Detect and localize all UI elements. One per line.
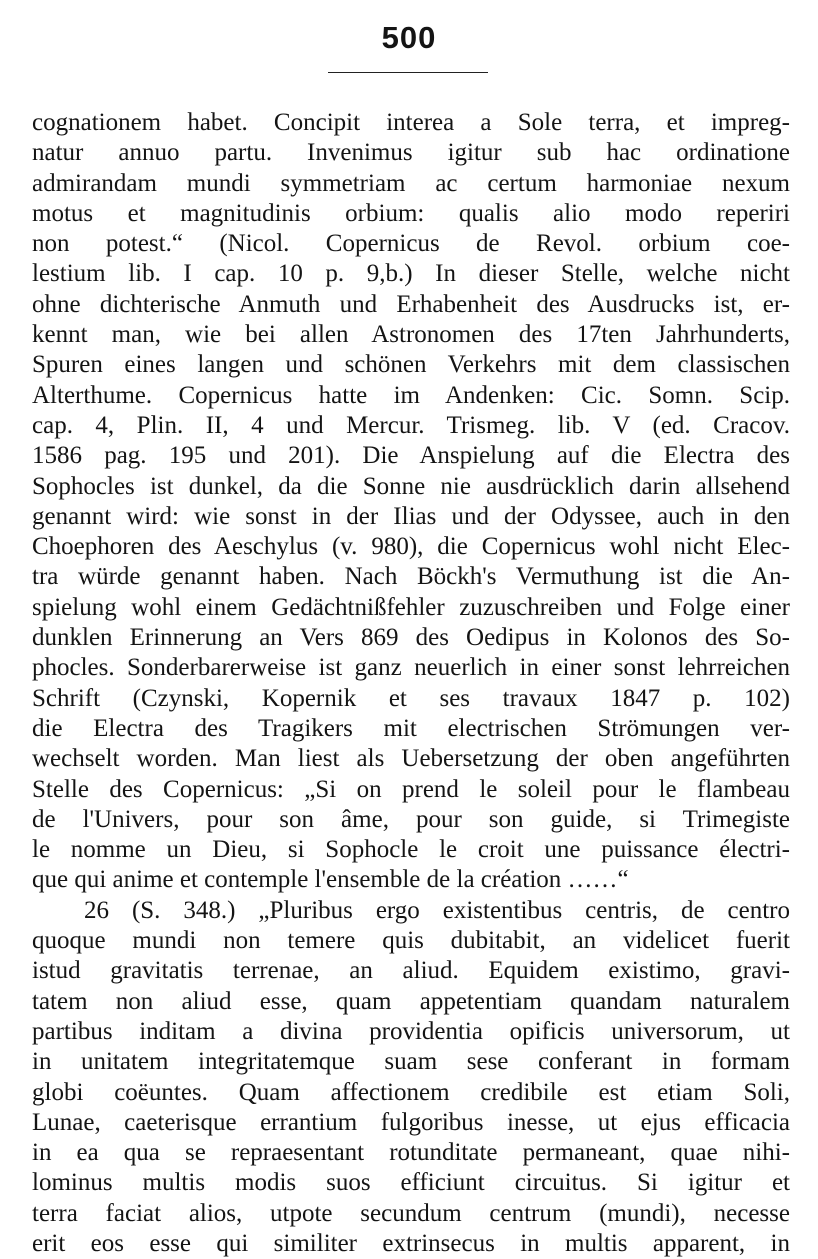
text-line: Choephoren des Aeschylus (v. 980), die Copernicus wohl nicht Elec- (32, 533, 790, 561)
text-line: quoque mundi non temere quis dubitabit, an videlicet fuerit (32, 927, 790, 955)
text-line: wechselt worden. Man liest als Uebersetzung der oben angeführten (32, 745, 790, 773)
text-line: cap. 4, Plin. II, 4 und Mercur. Trismeg. lib. V (ed. Cracov. (32, 411, 790, 439)
text-line: non potest.“ (Nicol. Copernicus de Revol. orbium coe- (32, 230, 790, 258)
body-text (32, 108, 790, 1259)
text-line: genannt wird: wie sonst in der Ilias und der Odyssee, auch in den (32, 502, 790, 530)
text-line: globi coëuntes. Quam affectionem credibile est etiam Soli, (32, 1078, 790, 1106)
text-line: erit eos esse qui similiter extrinsecus in multis apparent, in (32, 1229, 790, 1257)
text-line: Stelle des Copernicus: „Si on prend le soleil pour le flambeau (32, 775, 790, 803)
text-line: dunklen Erinnerung an Vers 869 des Oedipus in Kolonos des So- (32, 624, 790, 652)
text-line: tatem non aliud esse, quam appetentiam quandam naturalem (32, 987, 790, 1015)
text-line: terra faciat alios, utpote secundum centrum (mundi), necesse (32, 1199, 790, 1227)
text-line: ohne dichterische Anmuth und Erhabenheit des Ausdrucks ist, er- (32, 290, 790, 318)
footnote-start-line: 26 (S. 348.) „Pluribus ergo existentibus centris, de centro (84, 896, 790, 924)
text-line: in unitatem integritatemque suam sese conferant in formam (32, 1048, 790, 1076)
page-number: 500 (381, 20, 437, 55)
text-line: die Electra des Tragikers mit electrischen Strömungen ver- (32, 714, 790, 742)
text-line: Lunae, caeterisque errantium fulgoribus inesse, ut ejus efficacia (32, 1108, 790, 1136)
text-line: 1586 pag. 195 und 201). Die Anspielung auf die Electra des (32, 442, 790, 470)
text-line: Spuren eines langen und schönen Verkehrs mit dem classischen (32, 351, 790, 379)
text-line: lominus multis modis suos efficiunt circuitus. Si igitur et (32, 1169, 790, 1197)
text-line: partibus inditam a divina providentia opificis universorum, ut (32, 1017, 790, 1045)
text-line: Alterthume. Copernicus hatte im Andenken: Cic. Somn. Scip. (32, 381, 790, 409)
header-rule (328, 72, 488, 73)
text-line: de l'Univers, pour son âme, pour son guide, si Trimegiste (32, 805, 790, 833)
text-line: lestium lib. I cap. 10 p. 9,b.) In dieser Stelle, welche nicht (32, 260, 790, 288)
text-line: Sophocles ist dunkel, da die Sonne nie ausdrücklich darin allsehend (32, 472, 790, 500)
text-line: Schrift (Czynski, Kopernik et ses travaux 1847 p. 102) (32, 684, 790, 712)
text-line: spielung wohl einem Gedächtnißfehler zuzuschreiben und Folge einer (32, 593, 790, 621)
text-line: admirandam mundi symmetriam ac certum harmoniae nexum (32, 169, 790, 197)
text-line: kennt man, wie bei allen Astronomen des 17ten Jahrhunderts, (32, 321, 790, 349)
text-line: motus et magnitudinis orbium: qualis alio modo reperiri (32, 199, 790, 227)
text-line: cognationem habet. Concipit interea a Sole terra, et impreg- (32, 109, 790, 136)
text-line: natur annuo partu. Invenimus igitur sub hac ordinatione (32, 139, 790, 167)
text-line: phocles. Sonderbarerweise ist ganz neuerlich in einer sonst lehrreichen (32, 654, 790, 682)
text-line: tra würde genannt haben. Nach Böckh's Vermuthung ist die An- (32, 563, 790, 591)
text-line: istud gravitatis terrenae, an aliud. Equidem existimo, gravi- (32, 957, 790, 985)
text-line: que qui anime et contemple l'ensemble de la création ……“ (32, 866, 629, 894)
text-line: le nomme un Dieu, si Sophocle le croit une puissance électri- (32, 836, 790, 864)
text-line: in ea qua se repraesentant rotunditate permaneant, quae nihi- (32, 1139, 790, 1167)
